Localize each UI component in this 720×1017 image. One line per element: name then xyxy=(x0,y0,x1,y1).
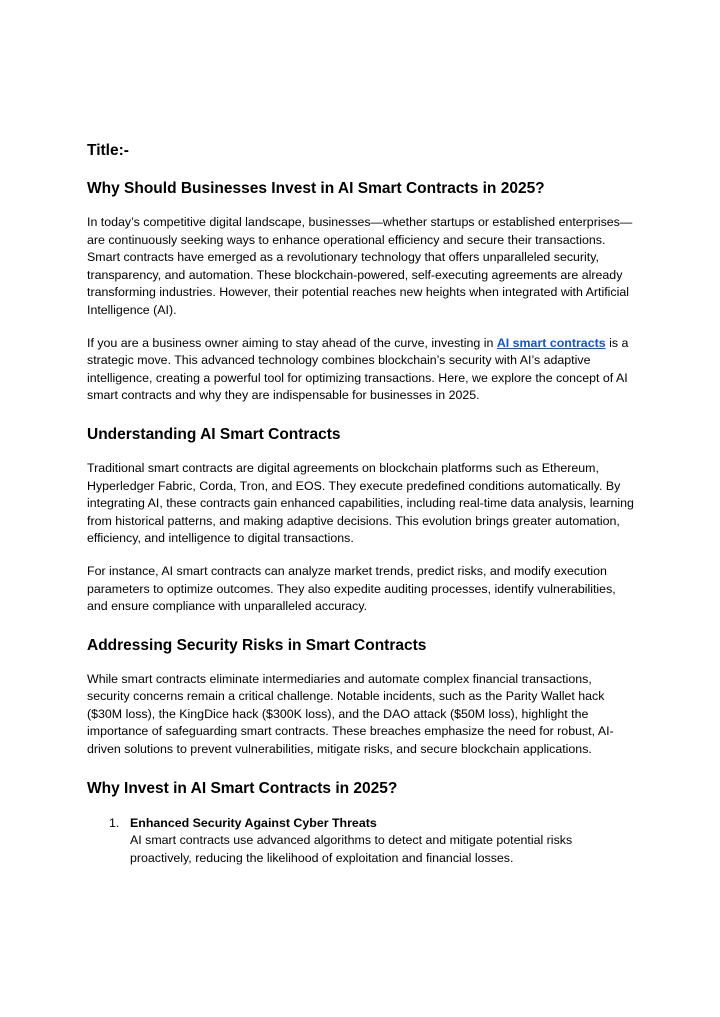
intro-paragraph-2-after: is a strategic move. This advanced technology combines blockchain’s security with AI’s adaptive intelligence, creating a powerful tool for optimizing transactions. Here, we explore the concept of AI smart contracts and why they are indispensable for businesses in 2025. xyxy=(87,335,629,403)
intro-paragraph-1: In today’s competitive digital landscape, businesses—whether startups or established enterprises—are continuously seeking ways to enhance operational efficiency and secure their transactions. Smart contracts have emerged as a revolutionary technology that offers unparalleled security, transparency, and automation. These blockchain-powered, self-executing agreements are already transforming industries. However, their potential reaches new heights when integrated with Artificial Intelligence (AI). xyxy=(87,215,633,317)
intro-paragraph-2 xyxy=(87,335,635,405)
security-paragraph-1: While smart contracts eliminate intermediaries and automate complex financial transactions, security concerns remain a critical challenge. Notable incidents, such as the Parity Wallet hack ($30M loss), the KingDice hack ($300K loss), and the DAO attack ($50M loss), highlight the importance of safeguarding smart contracts. These breaches emphasize the need for robust, AI-driven solutions to prevent vulnerabilities, mitigate risks, and secure blockchain applications. xyxy=(87,671,614,757)
section-heading-understanding: Understanding AI Smart Contracts xyxy=(87,425,341,443)
document-title: Why Should Businesses Invest in AI Smart Contracts in 2025? xyxy=(87,180,545,197)
list-item-number: 1. xyxy=(109,815,120,830)
section-heading-why-invest: Why Invest in AI Smart Contracts in 2025? xyxy=(87,779,398,797)
title-label: Title:- xyxy=(87,142,129,159)
ai-smart-contracts-link[interactable]: AI smart contracts xyxy=(496,335,606,350)
list-item xyxy=(87,815,635,868)
section-heading-security: Addressing Security Risks in Smart Contracts xyxy=(87,636,427,654)
understanding-paragraph-1: Traditional smart contracts are digital agreements on blockchain platforms such as Ethereum, Hyperledger Fabric, Corda, Tron, and EOS. They execute predefined conditions automatically. By integrating AI, these contracts gain enhanced capabilities, including real-time data analysis, learning from historical patterns, and making adaptive decisions. This evolution brings greater automation, efficiency, and intelligence to digital transactions. xyxy=(87,460,634,546)
list-item-text: AI smart contracts use advanced algorithms to detect and mitigate potential risks proactively, reducing the likelihood of exploitation and financial losses. xyxy=(130,833,573,865)
document-body xyxy=(87,140,635,867)
list-item-title: Enhanced Security Against Cyber Threats xyxy=(130,815,377,830)
understanding-paragraph-2: For instance, AI smart contracts can analyze market trends, predict risks, and modify execution parameters to optimize outcomes. They also expedite auditing processes, identify vulnerabilities, and ensure compliance with unparalleled accuracy. xyxy=(87,563,616,614)
intro-paragraph-2-before: If you are a business owner aiming to stay ahead of the curve, investing in xyxy=(87,335,497,350)
reasons-list xyxy=(87,815,635,868)
